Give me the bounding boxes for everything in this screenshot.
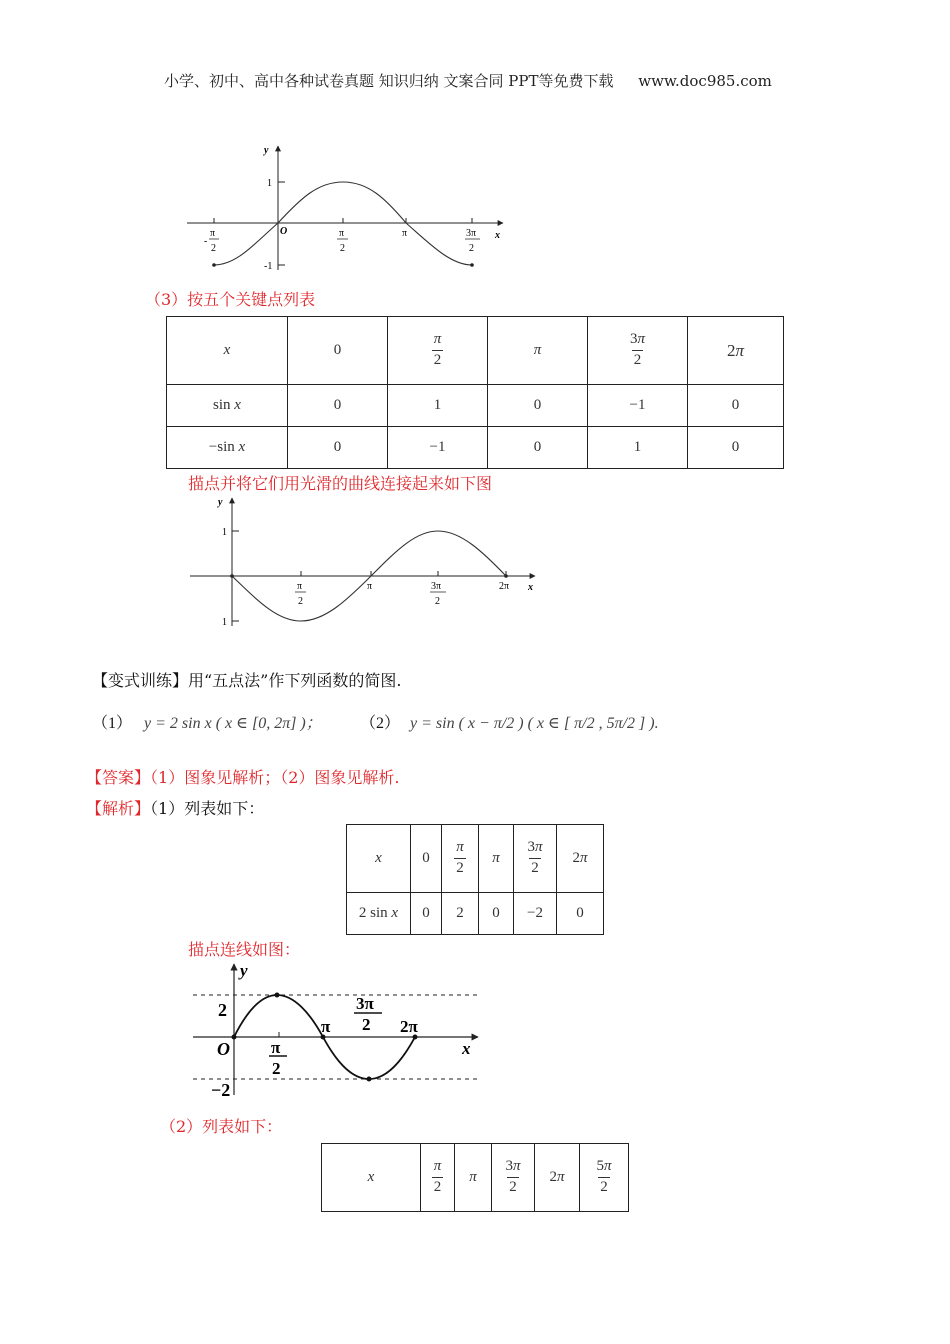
section-3-title: （3）按五个关键点列表 [145, 290, 316, 309]
row-label-x: x [167, 317, 288, 385]
cell-negsin-2: 0 [488, 427, 588, 469]
x-axis-label: x [528, 582, 533, 593]
graph-neg-sin-x [185, 492, 545, 632]
answer-text: （1）图象见解析；（2）图象见解析. [150, 768, 400, 787]
cell-f-1: 2 [442, 893, 479, 935]
tick-neg-half-pi-den: 2 [211, 243, 216, 254]
row-label-x: x [322, 1144, 421, 1212]
point-min [367, 1077, 372, 1082]
cell-x-half-pi: $\frac{\pi}{2}$ [442, 825, 479, 893]
tick-pi: π [402, 228, 408, 239]
header-links [164, 70, 772, 91]
exercise-title: 【变式训练】用“五点法”作下列函数的简图. [92, 671, 402, 690]
tick-three-half-pi-den: 2 [362, 1015, 371, 1034]
endpoint-left [212, 263, 216, 267]
tick-three-half-pi-num: 3π [431, 581, 442, 592]
header-left-text: 小学、初中、高中各种试卷真题 知识归纳 文案合同 PPT等免费下载 [164, 72, 614, 90]
y-tick-neg2: −2 [211, 1080, 231, 1100]
cell-x-two-pi: 2π [535, 1144, 580, 1212]
y-tick-2: 2 [218, 1000, 227, 1020]
cell-sin-4: 0 [688, 385, 784, 427]
cell-f-4: 0 [557, 893, 604, 935]
cell-sin-1: 1 [388, 385, 488, 427]
header-website[interactable]: www.doc985.com [638, 72, 772, 90]
tick-half-pi-den: 2 [272, 1059, 281, 1078]
tick-three-half-pi-den: 2 [469, 243, 474, 254]
cell-f-2: 0 [479, 893, 514, 935]
y-tick-1: 1 [267, 178, 272, 189]
tick-two-pi: 2π [499, 581, 510, 592]
part-2-formula: y = sin ( x − π/2 ) ( x ∈ [ π/2 , 5π/2 ] ). [410, 715, 659, 732]
tick-pi: π [321, 1017, 331, 1036]
table-sin-shift [321, 1143, 629, 1212]
plot-note: 描点并将它们用光滑的曲线连接起来如下图 [188, 474, 493, 493]
graph-sin-x [185, 140, 515, 275]
tick-three-half-pi-den: 2 [435, 596, 440, 607]
origin-label: O [217, 1039, 230, 1059]
point-origin [232, 1035, 237, 1040]
analysis-line [86, 796, 264, 819]
cell-sin-2: 0 [488, 385, 588, 427]
analysis-tag: 【解析】 [86, 799, 151, 818]
cell-x-five-half-pi: $\frac{5\pi}{2}$ [580, 1144, 629, 1212]
table-row [167, 317, 784, 385]
tick-half-pi-den: 2 [298, 596, 303, 607]
cell-x-0: 0 [288, 317, 388, 385]
graph-2sin-x [188, 960, 488, 1100]
tick-half-pi-num: π [339, 228, 345, 239]
cell-sin-3: −1 [588, 385, 688, 427]
table-row [347, 825, 604, 893]
cell-x-half-pi: $\frac{\pi}{2}$ [421, 1144, 455, 1212]
point-max [275, 993, 280, 998]
cell-x-two-pi: 2π [688, 317, 784, 385]
table-row [322, 1144, 629, 1212]
table-row [167, 427, 784, 469]
table-2sinx [346, 824, 604, 935]
tick-pi: π [367, 581, 373, 592]
cell-negsin-1: −1 [388, 427, 488, 469]
cell-x-half-pi: $\frac{\pi}{2}$ [388, 317, 488, 385]
row-label-x: x [347, 825, 411, 893]
x-axis-label: x [495, 230, 500, 241]
y-tick-neg1: -1 [264, 261, 273, 272]
part-2-text: （2）列表如下： [160, 1117, 283, 1136]
tick-neg-half-pi-sign: - [204, 236, 208, 247]
cell-f-0: 0 [411, 893, 442, 935]
answer-tag: 【答案】 [86, 768, 151, 787]
cell-x-pi: π [488, 317, 588, 385]
cell-negsin-3: 1 [588, 427, 688, 469]
tick-neg-half-pi-num: π [210, 228, 216, 239]
tick-half-pi-num: π [297, 581, 303, 592]
plot-note-2: 描点连线如图： [188, 940, 301, 959]
row-label-2sinx: 2 sin x [347, 893, 411, 935]
cell-x-0: 0 [411, 825, 442, 893]
key-points-table [166, 316, 784, 469]
cell-x-three-half-pi: $\frac{3\pi}{2}$ [492, 1144, 535, 1212]
cell-x-pi: π [455, 1144, 492, 1212]
cell-x-pi: π [479, 825, 514, 893]
y-axis-label: y [218, 497, 223, 508]
tick-half-pi-num: π [271, 1038, 281, 1057]
exercise-part-1 [92, 710, 322, 733]
cell-negsin-4: 0 [688, 427, 784, 469]
tick-two-pi: 2π [400, 1017, 418, 1036]
endpoint-right [470, 263, 474, 267]
origin-label: O [280, 226, 288, 237]
tick-three-half-pi-num: 3π [466, 228, 477, 239]
table-row [167, 385, 784, 427]
point-two-pi [504, 574, 508, 578]
cell-x-three-half-pi: $\frac{3\pi}{2}$ [588, 317, 688, 385]
y-tick-1: 1 [222, 527, 227, 538]
answer-line [86, 765, 399, 788]
cell-sin-0: 0 [288, 385, 388, 427]
cell-negsin-0: 0 [288, 427, 388, 469]
part-1-label: （1） [92, 715, 133, 732]
table-row [347, 893, 604, 935]
exercise-part-2 [360, 710, 659, 733]
part-2-label: （2） [360, 715, 401, 732]
tick-three-half-pi-num: 3π [356, 994, 374, 1013]
y-axis-label: y [240, 961, 248, 980]
analysis-text: （1）列表如下： [150, 799, 265, 818]
row-label-negsinx: −sin x [167, 427, 288, 469]
row-label-sinx: sin x [167, 385, 288, 427]
cell-x-two-pi: 2π [557, 825, 604, 893]
tick-half-pi-den: 2 [340, 243, 345, 254]
point-origin [230, 574, 234, 578]
cell-f-3: −2 [514, 893, 557, 935]
y-axis-label: y [264, 145, 269, 156]
part-1-formula: y = 2 sin x ( x ∈ [0, 2π] )； [144, 715, 322, 732]
x-axis-label: x [462, 1039, 471, 1058]
cell-x-three-half-pi: $\frac{3\pi}{2}$ [514, 825, 557, 893]
y-tick-neg1: 1 [222, 617, 227, 628]
